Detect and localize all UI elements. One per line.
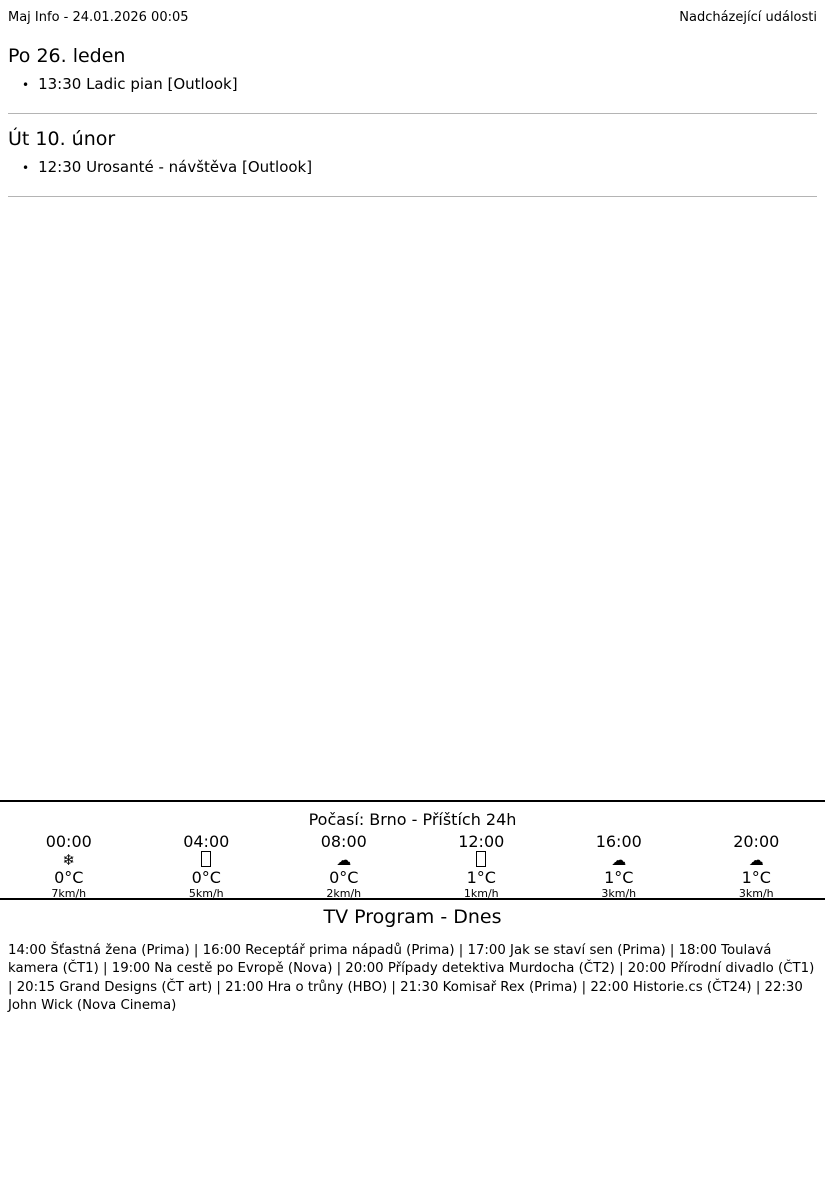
upcoming-events-label: Nadcházející události [679, 10, 817, 25]
weather-wind-speed: 3km/h [601, 887, 637, 900]
weather-temperature: 0°C [54, 868, 84, 887]
event-list [22, 75, 817, 95]
weather-column [0, 832, 138, 900]
weather-column [275, 832, 413, 900]
cloud-icon: ☁ [336, 851, 352, 869]
app-title: Maj Info - 24.01.2026 00:05 [8, 10, 189, 25]
weather-wind-speed: 3km/h [738, 887, 774, 900]
weather-panel [0, 800, 825, 900]
section-divider [8, 113, 817, 114]
section-divider [8, 196, 817, 197]
event-item-label: 13:30 Ladic pian [Outlook] [38, 75, 238, 93]
event-item [22, 158, 817, 178]
weather-wind-speed: 1km/h [463, 887, 499, 900]
weather-time: 16:00 [595, 832, 642, 851]
weather-time: 08:00 [320, 832, 367, 851]
cloud-icon: ☁ [748, 851, 764, 869]
weather-column [413, 832, 551, 900]
tv-program-title: TV Program - Dnes [323, 906, 502, 928]
event-list [22, 158, 817, 178]
event-day-group [8, 44, 817, 114]
event-day-heading: Po 26. leden [8, 45, 126, 67]
event-item [22, 75, 817, 95]
events-section [8, 44, 817, 210]
weather-temperature: 0°C [191, 868, 221, 887]
weather-time: 20:00 [733, 832, 780, 851]
weather-wind-speed: 2km/h [326, 887, 362, 900]
tv-program-listing: 14:00 Šťastná žena (Prima) | 16:00 Receptář prima nápadů (Prima) | 17:00 Jak se staví sen (Prima) | 18:00 Toulavá kamera (ČT1) | 19:00 Na cestě po Evropě (Nova) | 20:00 Případy detektiva Murdocha (ČT2) | 20:00 Přírodní divadlo (ČT1) | 20:15 Grand Designs (ČT art) | 21:00 Hra o trůny (HBO) | 21:30 Komisař Rex (Prima) | 22:00 Historie.cs (ČT24) | 22:30 John Wick (Nova Cinema) [8, 943, 815, 1013]
weather-temperature: 1°C [466, 868, 496, 887]
weather-column [138, 832, 276, 900]
tv-program-panel [0, 902, 825, 1015]
weather-temperature: 1°C [741, 868, 771, 887]
weather-wind-speed: 7km/h [51, 887, 87, 900]
missing-glyph-icon [413, 852, 551, 869]
event-item-label: 12:30 Urosanté - návštěva [Outlook] [38, 158, 313, 176]
missing-glyph-icon [138, 852, 276, 869]
weather-column [550, 832, 688, 900]
weather-wind-speed: 5km/h [188, 887, 224, 900]
top-bar [8, 10, 817, 26]
weather-time: 12:00 [458, 832, 505, 851]
event-day-heading: Út 10. únor [8, 128, 116, 150]
bullet-marker: • [22, 161, 30, 175]
weather-temperature: 1°C [604, 868, 634, 887]
weather-time: 04:00 [183, 832, 230, 851]
weather-title: Počasí: Brno - Příštích 24h [308, 810, 517, 829]
snowflake-icon: ❄ [62, 851, 76, 869]
cloud-icon: ☁ [611, 851, 627, 869]
weather-temperature: 0°C [329, 868, 359, 887]
weather-forecast-row [0, 832, 825, 900]
weather-time: 00:00 [45, 832, 92, 851]
bullet-marker: • [22, 78, 30, 92]
event-day-group [8, 127, 817, 197]
weather-column [688, 832, 825, 900]
